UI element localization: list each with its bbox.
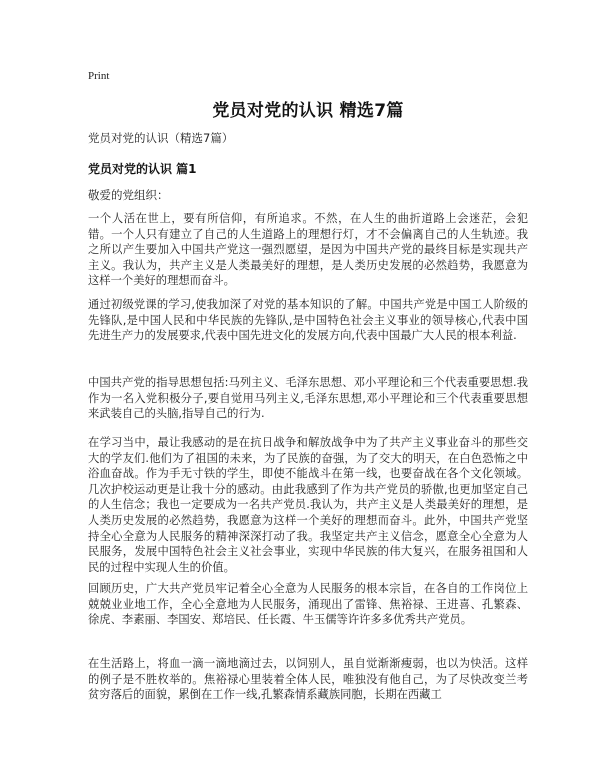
document-subtitle: 党员对党的认识（精选7篇）: [88, 131, 234, 145]
paragraph-6: 在生活路上，将血一滴一滴地滴过去，以饲别人，虽自觉渐渐瘦弱，也以为快活。这样的例子是不胜枚举的。焦裕禄心里装着全体人民，唯独没有他自己，为了尽快改变兰考贫穷落后的面貌，累倒在工作一线,孔繁森情系藏族同胞，长期在西藏工: [88, 657, 528, 702]
paragraph-5: 回顾历史，广大共产党员牢记着全心全意为人民服务的根本宗旨，在各自的工作岗位上兢兢业业地工作，全心全意地为人民服务，涌现出了雷锋、焦裕禄、王进喜、孔繁森、徐虎、李素丽、李国安、郑培民、任长霞、牛玉儒等许许多多优秀共产党员。: [88, 582, 528, 627]
paragraph-3: 中国共产党的指导思想包括:马列主义、毛泽东思想、邓小平理论和三个代表重要思想.我作为一名入党积极分子,要自觉用马列主义,毛泽东思想,邓小平理论和三个代表重要思想来武装自己的头脑,指导自己的行为.: [88, 376, 528, 421]
section-heading: 党员对党的认识 篇1: [88, 162, 197, 176]
paragraph-4: 在学习当中，最让我感动的是在抗日战争和解放战争中为了共产主义事业奋斗的那些交大的学友们.他们为了祖国的未来，为了民族的奋强，为了交大的明天，在白色恐怖之中浴血奋战。作为手无寸铁的学生，即使不能战斗在第一线，也要奋战在各个文化领域。几次护校运动更是让我十分的感动。由此我感到了作为共产党员的骄傲,也更加坚定自己的人生信念；我也一定要成为一名共产党员.我认为，共产主义是人类最美好的理想，是人类历史发展的必然趋势，我愿意为这样一个美好的理想而奋斗。此外，中国共产党坚持全心全意为人民服务的精神深深打动了我。我坚定共产主义信念，愿意全心全意为人民服务，发展中国特色社会主义社会事业，实现中华民族的伟大复兴，在服务祖国和人民的过程中实现人生的价值。: [88, 436, 528, 574]
print-link[interactable]: Print: [88, 70, 110, 82]
page-title: 党员对党的认识 精选7篇: [212, 101, 404, 121]
paragraph-1: 一个人活在世上，要有所信仰，有所追求。不然，在人生的曲折道路上会迷茫，会犯错。一个人只有建立了自己的人生道路上的理想行灯，才不会偏离自己的人生轨迹。我之所以产生要加入中国共产党这一强烈愿望，是因为中国共产党的最终目标是实现共产主义。我认为，共产主义是人类最美好的理想，是人类历史发展的必然趋势，我愿意为这样一个美好的理想而奋斗。: [88, 212, 528, 288]
salutation: 敬爱的党组织：: [88, 188, 169, 202]
paragraph-2: 通过初级党课的学习,使我加深了对党的基本知识的了解。中国共产党是中国工人阶级的先锋队,是中国人民和中华民族的先锋队,是中国特色社会主义事业的领导核心,代表中国先进生产力的发展要求,代表中国先进文化的发展方向,代表中国最广大人民的根本利益.: [88, 298, 528, 343]
